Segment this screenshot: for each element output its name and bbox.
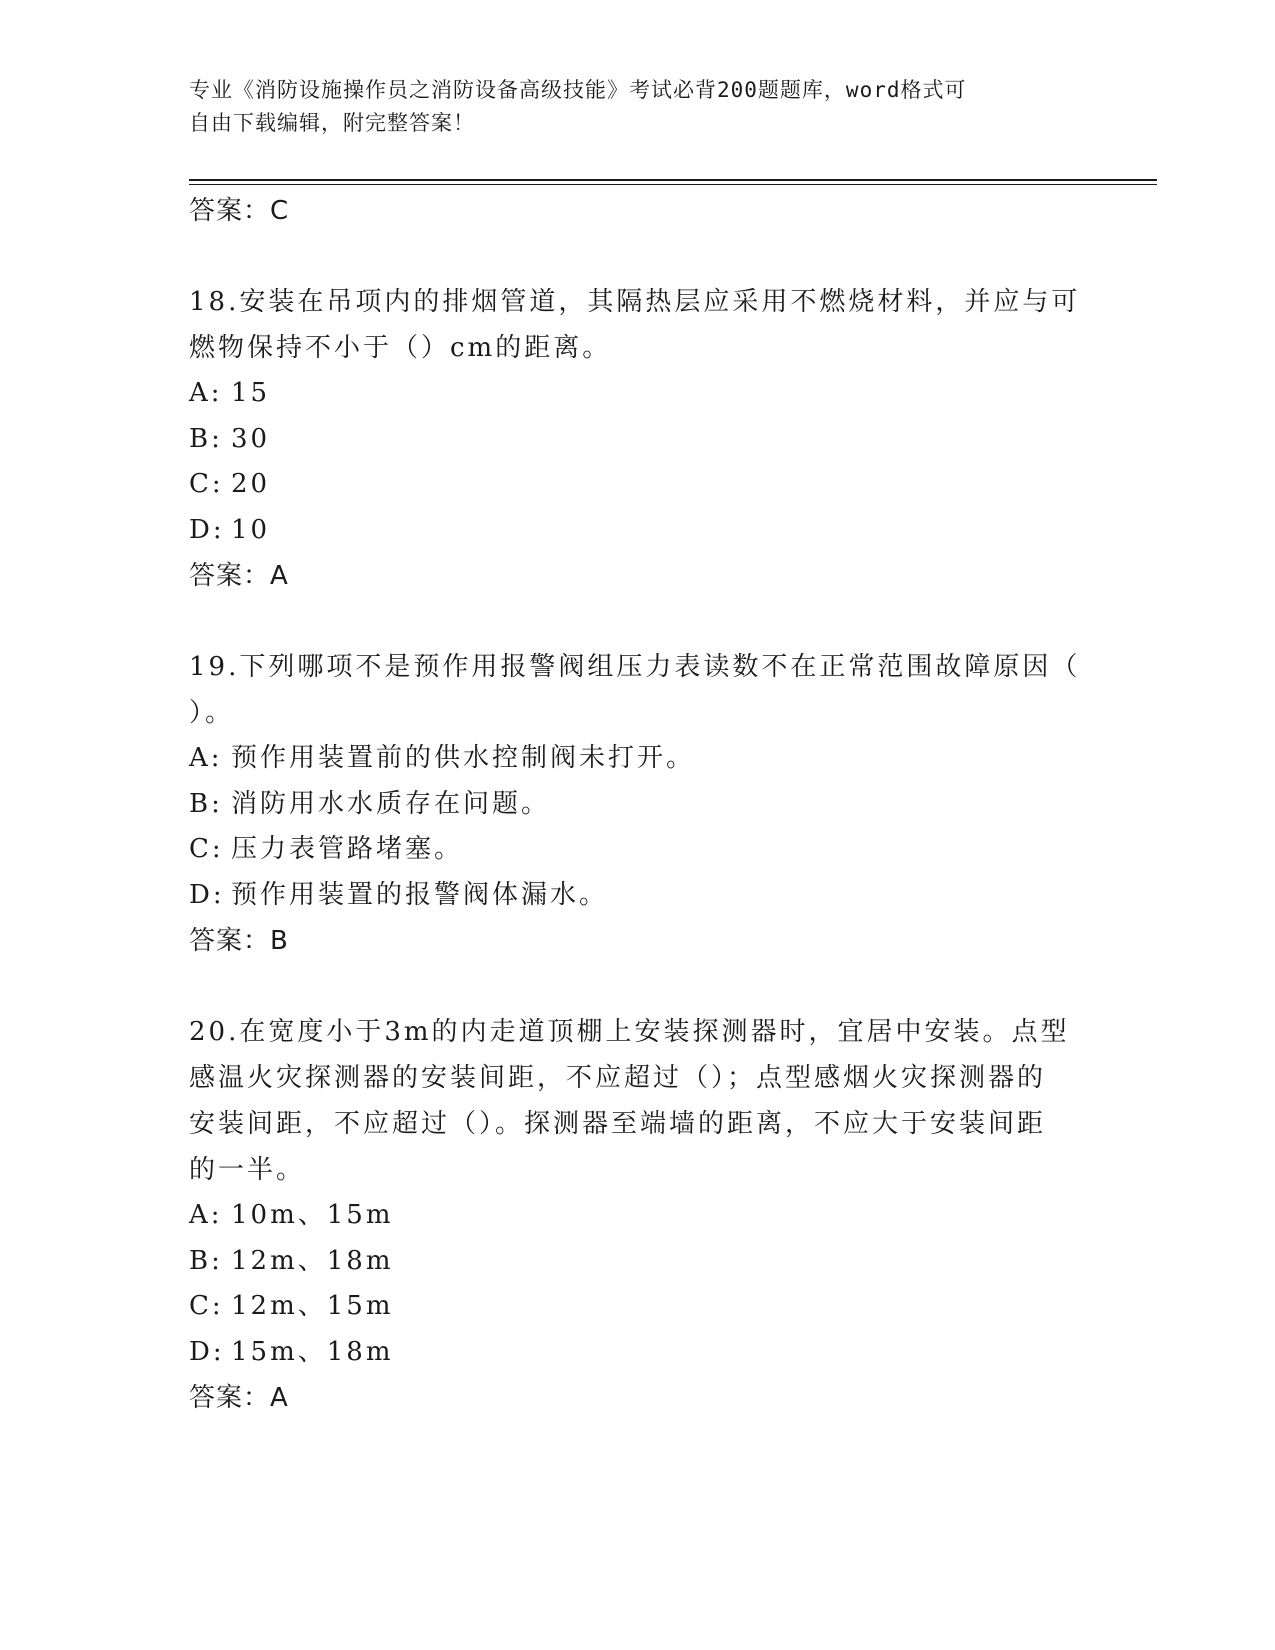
option-letter: C: bbox=[189, 469, 224, 499]
question-18 bbox=[189, 279, 1089, 599]
option-letter: D: bbox=[189, 514, 225, 545]
option-letter: A: bbox=[189, 378, 223, 408]
stem-line: 20.在宽度小于3m的内走道顶棚上安装探测器时，宜居中安装。点型 bbox=[189, 1017, 1070, 1047]
option-text: 15 bbox=[231, 378, 271, 408]
spacer bbox=[189, 599, 1089, 644]
option-letter: B: bbox=[189, 1245, 223, 1276]
option-letter: D: bbox=[189, 1336, 225, 1367]
option-letter: D: bbox=[189, 879, 225, 910]
option-c bbox=[189, 462, 1089, 508]
option-a bbox=[189, 1193, 1089, 1239]
answer-line: 答案：A bbox=[189, 1383, 289, 1413]
question-stem bbox=[189, 279, 1089, 371]
option-b bbox=[189, 782, 1089, 828]
stem-line: ）。 bbox=[189, 698, 235, 728]
option-c bbox=[189, 827, 1089, 873]
option-a bbox=[189, 736, 1089, 782]
option-text: 10m、15m bbox=[231, 1200, 394, 1230]
stem-line: 燃物保持不小于（）cm的距离。 bbox=[189, 333, 612, 363]
option-c bbox=[189, 1284, 1089, 1330]
previous-answer: 答案：C bbox=[189, 196, 290, 226]
question-stem bbox=[189, 644, 1089, 736]
option-a bbox=[189, 371, 1089, 417]
option-text: 15m、18m bbox=[231, 1336, 394, 1367]
header-divider-thin bbox=[189, 184, 1157, 185]
question-19 bbox=[189, 644, 1089, 964]
option-d bbox=[189, 873, 1089, 919]
option-text: 10 bbox=[231, 514, 271, 545]
option-text: 30 bbox=[231, 423, 271, 454]
spacer bbox=[189, 234, 1089, 279]
option-b bbox=[189, 417, 1089, 463]
option-text: 12m、18m bbox=[231, 1245, 394, 1276]
header-divider-thick bbox=[189, 179, 1157, 181]
option-letter: C: bbox=[189, 1291, 224, 1321]
option-text: 压力表管路堵塞。 bbox=[231, 834, 464, 864]
stem-line: 安装间距，不应超过（）。探测器至端墙的距离，不应大于安装间距 bbox=[189, 1109, 1047, 1139]
stem-line: 19.下列哪项不是预作用报警阀组压力表读数不在正常范围故障原因（ bbox=[189, 652, 1081, 682]
option-d bbox=[189, 1330, 1089, 1376]
header-line-1: 专业《消防设施操作员之消防设备高级技能》考试必背200题题库，word格式可 bbox=[189, 78, 967, 102]
question-list bbox=[189, 188, 1089, 1421]
question-stem bbox=[189, 1009, 1089, 1193]
option-letter: A: bbox=[189, 1200, 223, 1230]
option-letter: B: bbox=[189, 788, 223, 819]
spacer bbox=[189, 964, 1089, 1009]
question-20 bbox=[189, 1009, 1089, 1421]
header-line-2: 自由下载编辑，附完整答案！ bbox=[189, 111, 475, 135]
option-letter: C: bbox=[189, 834, 224, 864]
stem-line: 18.安装在吊项内的排烟管道，其隔热层应采用不燃烧材料，并应与可 bbox=[189, 287, 1081, 317]
option-text: 12m、15m bbox=[231, 1291, 394, 1321]
option-text: 预作用装置前的供水控制阀未打开。 bbox=[231, 743, 696, 773]
option-text: 20 bbox=[231, 469, 271, 499]
answer-line: 答案：B bbox=[189, 926, 289, 956]
option-d bbox=[189, 508, 1089, 554]
answer-line: 答案：A bbox=[189, 561, 289, 591]
option-letter: B: bbox=[189, 423, 223, 454]
stem-line: 感温火灾探测器的安装间距，不应超过（）；点型感烟火灾探测器的 bbox=[189, 1063, 1047, 1093]
stem-line: 的一半。 bbox=[189, 1155, 306, 1185]
option-text: 预作用装置的报警阀体漏水。 bbox=[231, 879, 609, 910]
option-text: 消防用水水质存在问题。 bbox=[231, 788, 551, 819]
document-header bbox=[189, 74, 1069, 140]
option-letter: A: bbox=[189, 743, 223, 773]
option-b bbox=[189, 1239, 1089, 1285]
